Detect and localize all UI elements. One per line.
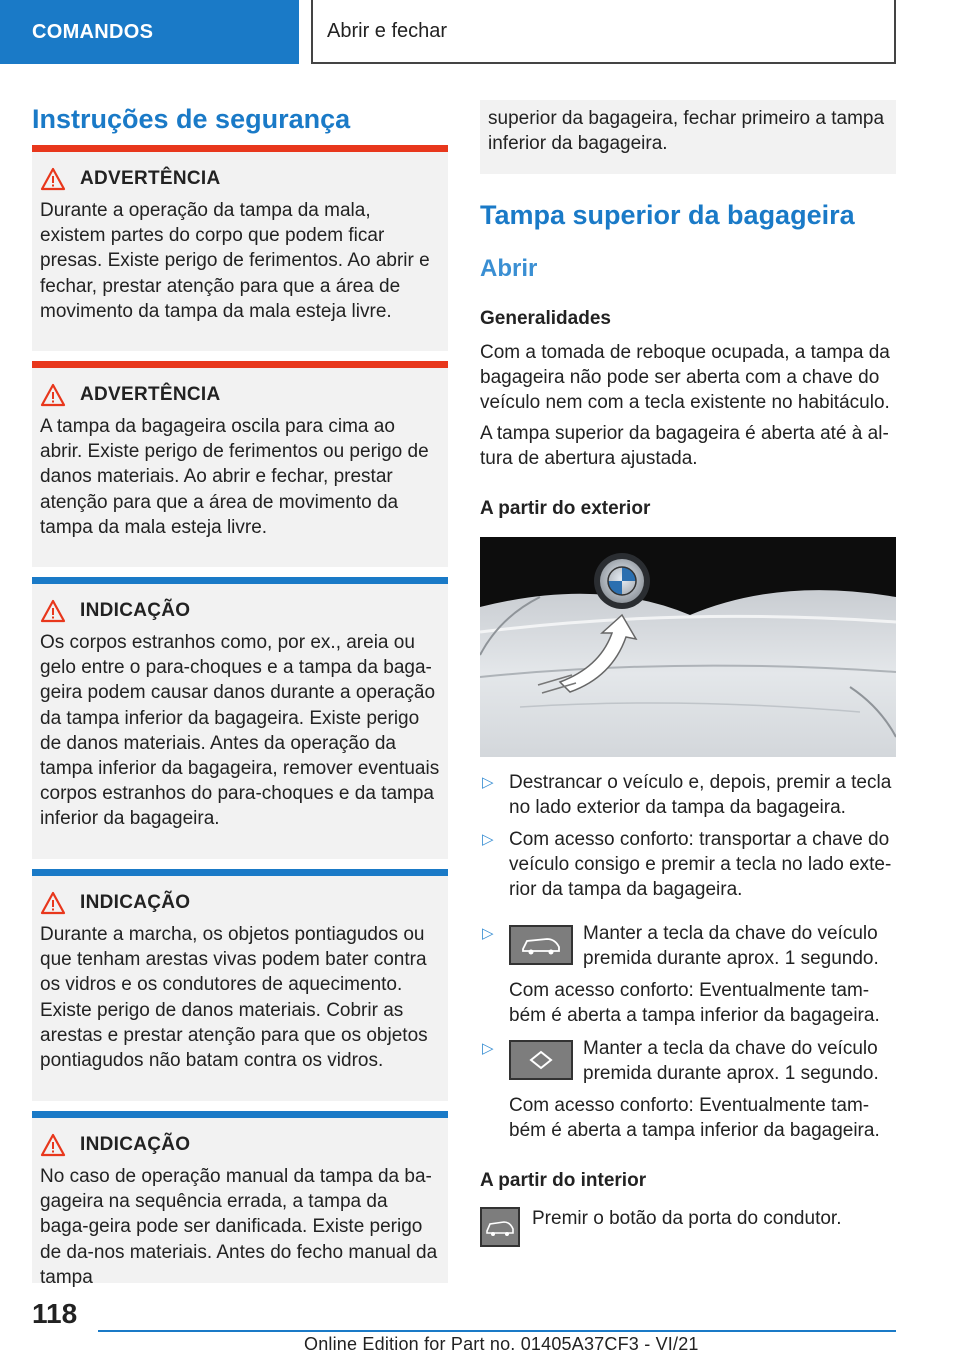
notice-text: A tampa da bagageira oscila para cima ao abrir. Existe perigo de ferimentos ou perigo de danos materiais. Ao abrir e fechar, prestar atenção para que a área de movimento da tampa da mala esteja livre. xyxy=(40,416,429,538)
car-trunk-icon xyxy=(482,1209,518,1245)
warning-notice xyxy=(32,361,448,567)
notice-text: No caso de operação manual da tampa da ba-gageira na sequência errada, a tampa da baga-geira pode ser danificada. Existe perigo de da-nos materiais. Antes do fecho manual da tampa xyxy=(40,1166,438,1288)
warning-notice xyxy=(32,145,448,351)
list-item xyxy=(480,827,896,903)
notice-bar xyxy=(32,1111,448,1118)
general-paragraph-1: Com a tomada de reboque ocupada, a tampa da bagageira não pode ser aberta com a chave do veículo nem com a tecla existente no habitáculo. xyxy=(480,342,890,413)
footer-divider xyxy=(98,1330,896,1332)
trunk-button-photo xyxy=(480,537,896,757)
key-item-note xyxy=(509,978,896,1028)
notice-bar xyxy=(32,869,448,876)
notice-title: INDICAÇÃO xyxy=(80,892,191,913)
notice-text: Durante a operação da tampa da mala, existem partes do corpo que podem ficar presas. Existe perigo de ferimentos. Ao abrir e fechar, prestar atenção para que a área de movimento da tampa da mala esteja livre. xyxy=(40,200,430,322)
triangle-bullet-icon: ▷ xyxy=(482,831,494,848)
key-item-text-block xyxy=(583,1036,896,1086)
notice-bar xyxy=(32,577,448,584)
trunk-illustration xyxy=(480,537,896,757)
exterior-title: A partir do exterior xyxy=(480,498,651,519)
interior-title: A partir do interior xyxy=(480,1170,647,1191)
list-item-text: Destrancar o veículo e, depois, premir a tecla no lado exterior da tampa da bagageira. xyxy=(509,772,892,819)
key-item-text: Manter a tecla da chave do veículo premida durante aprox. 1 segundo. xyxy=(583,923,879,970)
page-number: 118 xyxy=(32,1298,78,1329)
key-lower-lid-button-icon xyxy=(509,1040,573,1080)
general-title: Generalidades xyxy=(480,308,611,329)
key-item-note xyxy=(509,1093,896,1143)
diamond-button-icon xyxy=(511,1042,571,1078)
notice-text: Durante a marcha, os objetos pontiagudos ou que tenham arestas vivas podem bater contra os vidros e os condutores de aquecimento. Existe perigo de danos materiais. Cobrir as arestas e prestar atenção para que os objetos pontiagudos não batam contra os vidros. xyxy=(40,924,428,1072)
notice-bar xyxy=(32,361,448,368)
triangle-bullet-icon: ▷ xyxy=(482,925,494,942)
key-item-note-text: Com acesso conforto: Eventualmente tam-bém é aberta a tampa inferior da bagageira. xyxy=(509,1095,880,1142)
notice-title: ADVERTÊNCIA xyxy=(80,384,221,405)
driver-door-button-icon xyxy=(480,1207,520,1247)
warning-triangle-icon xyxy=(40,1133,66,1157)
warning-triangle-icon xyxy=(40,383,66,407)
safety-heading: Instruções de segurança xyxy=(32,104,351,134)
car-trunk-icon xyxy=(511,927,571,963)
triangle-bullet-icon: ▷ xyxy=(482,1040,494,1057)
notice-continuation xyxy=(480,100,896,174)
general-paragraph-2: A tampa superior da bagageira é aberta até à al-tura de abertura ajustada. xyxy=(480,423,889,469)
notice-title: ADVERTÊNCIA xyxy=(80,168,221,189)
notice-title: INDICAÇÃO xyxy=(80,600,191,621)
open-subheading: Abrir xyxy=(480,255,538,282)
indication-notice xyxy=(32,1111,448,1288)
list-item-text: Com acesso conforto: transportar a chave do veículo consigo e premir a tecla no lado exte-rior da tampa da bagageira. xyxy=(509,829,892,901)
key-item-text: Manter a tecla da chave do veículo premida durante aprox. 1 segundo. xyxy=(583,1038,879,1085)
indication-notice xyxy=(32,869,448,1101)
key-item-note-text: Com acesso conforto: Eventualmente tam-bém é aberta a tampa inferior da bagageira. xyxy=(509,980,880,1027)
notice-bar xyxy=(32,145,448,152)
trunk-lid-heading: Tampa superior da bagageira xyxy=(480,200,855,230)
indication-notice xyxy=(32,577,448,859)
warning-triangle-icon xyxy=(40,167,66,191)
triangle-bullet-icon: ▷ xyxy=(482,774,494,791)
chapter-title-text: Abrir e fechar xyxy=(327,19,448,42)
key-item-text-block xyxy=(583,921,896,971)
warning-triangle-icon xyxy=(40,891,66,915)
section-tab: COMANDOS xyxy=(0,0,299,64)
edition-text: Online Edition for Part no. 01405A37CF3 - VI/21 xyxy=(304,1334,699,1354)
chapter-title xyxy=(311,0,896,64)
key-trunk-button-icon xyxy=(509,925,573,965)
notice-title: INDICAÇÃO xyxy=(80,1134,191,1155)
continuation-text: superior da bagageira, fechar primeiro a tampa inferior da bagageira. xyxy=(488,108,885,154)
interior-text: Premir o botão da porta do condutor. xyxy=(532,1208,842,1229)
warning-triangle-icon xyxy=(40,599,66,623)
notice-text: Os corpos estranhos como, por ex., areia ou gelo entre o para-choques e a tampa da baga-geira podem causar danos durante a operação da tampa inferior da bagageira. Existe perigo de danos materiais. Antes da operação da tampa inferior da bagageira, remover eventuais corpos estranhos do para-choques e da tampa inferior da bagageira. xyxy=(40,632,440,830)
list-item xyxy=(480,770,896,820)
